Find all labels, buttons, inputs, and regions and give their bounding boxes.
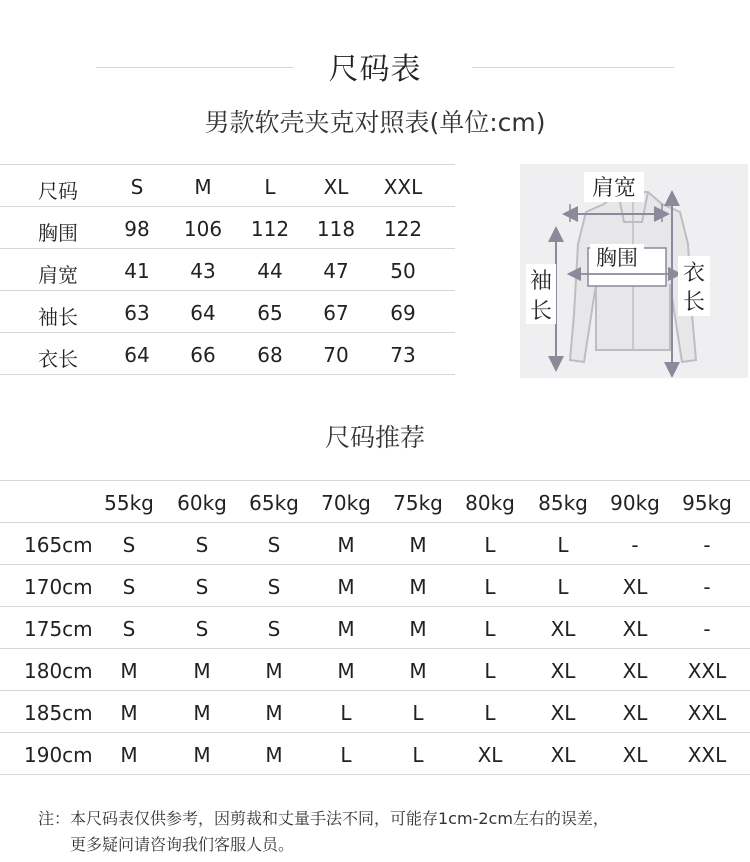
size-cell: 41	[124, 259, 150, 283]
recommend-size-cell: M	[265, 659, 283, 683]
size-cell: 112	[250, 217, 290, 241]
size-header-l: L	[264, 175, 276, 199]
recommend-size-cell: L	[412, 743, 424, 767]
size-row-label: 肩宽	[38, 263, 78, 287]
weight-header: 75kg	[393, 491, 443, 515]
size-cell: 67	[323, 301, 349, 325]
recommend-size-cell: L	[484, 701, 496, 725]
size-cell: 50	[390, 259, 416, 283]
height-label: 165cm	[24, 533, 93, 557]
recommend-size-cell: XL	[550, 743, 576, 767]
size-header-xl: XL	[323, 175, 349, 199]
size-table-rule-0	[0, 164, 455, 165]
recommend-size-cell: XL	[622, 617, 648, 641]
recommend-size-cell: XL	[550, 617, 576, 641]
recommend-size-cell: XL	[622, 575, 648, 599]
size-cell: 43	[190, 259, 216, 283]
recommend-size-cell: M	[409, 617, 427, 641]
recommend-size-cell: XL	[622, 701, 648, 725]
weight-header: 85kg	[538, 491, 588, 515]
recommend-size-cell: -	[703, 617, 711, 641]
size-cell: 70	[323, 343, 349, 367]
recommend-title: 尺码推荐	[324, 423, 425, 452]
size-table-rule-4	[0, 332, 455, 333]
recommend-size-cell: XL	[622, 743, 648, 767]
size-header-m: M	[194, 175, 212, 199]
recommend-size-cell: M	[120, 743, 138, 767]
size-cell: 106	[183, 217, 223, 241]
recommend-size-cell: M	[193, 659, 211, 683]
recommend-rule-3	[0, 606, 750, 607]
recommend-size-cell: L	[484, 533, 496, 557]
recommend-size-cell: M	[265, 743, 283, 767]
recommend-size-cell: -	[703, 533, 711, 557]
recommend-size-cell: -	[703, 575, 711, 599]
weight-header: 70kg	[321, 491, 371, 515]
recommend-rule-4	[0, 648, 750, 649]
recommend-rule-7	[0, 774, 750, 775]
recommend-rule-0	[0, 480, 750, 481]
recommend-size-cell: XL	[550, 659, 576, 683]
weight-header: 55kg	[104, 491, 154, 515]
size-table-rule-5	[0, 374, 455, 375]
recommend-size-cell: XXL	[687, 659, 727, 683]
size-table-header-label: 尺码	[38, 179, 78, 203]
size-header-xxl: XXL	[383, 175, 423, 199]
weight-header: 80kg	[465, 491, 515, 515]
page-title: 尺码表	[328, 52, 422, 87]
chest-label: 胸围	[596, 246, 638, 270]
size-cell: 122	[383, 217, 423, 241]
recommend-size-cell: L	[340, 743, 352, 767]
recommend-size-cell: L	[484, 659, 496, 683]
recommend-rule-6	[0, 732, 750, 733]
recommend-size-cell: S	[122, 575, 136, 599]
weight-header: 95kg	[682, 491, 732, 515]
size-cell: 65	[257, 301, 283, 325]
recommend-rule-1	[0, 522, 750, 523]
recommend-size-cell: XL	[477, 743, 503, 767]
size-cell: 73	[390, 343, 416, 367]
recommend-size-cell: L	[557, 533, 569, 557]
size-cell: 118	[316, 217, 356, 241]
height-label: 170cm	[24, 575, 93, 599]
weight-header: 65kg	[249, 491, 299, 515]
size-cell: 98	[124, 217, 150, 241]
recommend-size-cell: S	[122, 617, 136, 641]
recommend-size-cell: S	[195, 617, 209, 641]
recommend-size-cell: M	[193, 743, 211, 767]
recommend-size-cell: M	[120, 659, 138, 683]
recommend-rule-2	[0, 564, 750, 565]
length-label-1: 衣	[682, 261, 706, 286]
size-cell: 44	[257, 259, 283, 283]
sleeve-label-1: 袖	[529, 269, 553, 294]
recommend-size-cell: S	[267, 575, 281, 599]
size-row-label: 胸围	[38, 221, 78, 245]
recommend-size-cell: L	[484, 575, 496, 599]
recommend-size-cell: M	[409, 533, 427, 557]
recommend-size-cell: XL	[622, 659, 648, 683]
note-line-2: 更多疑问请咨询我们客服人员。	[70, 835, 295, 854]
recommend-size-cell: M	[409, 659, 427, 683]
length-label-2: 长	[682, 290, 706, 315]
weight-header: 90kg	[610, 491, 660, 515]
recommend-size-cell: M	[409, 575, 427, 599]
size-cell: 64	[190, 301, 216, 325]
weight-header: 60kg	[177, 491, 227, 515]
size-cell: 63	[124, 301, 150, 325]
size-row-label: 袖长	[38, 305, 78, 329]
recommend-size-cell: M	[337, 575, 355, 599]
recommend-size-cell: L	[340, 701, 352, 725]
recommend-size-cell: XL	[550, 701, 576, 725]
recommend-size-cell: L	[484, 617, 496, 641]
recommend-size-cell: S	[195, 533, 209, 557]
recommend-rule-5	[0, 690, 750, 691]
recommend-size-cell: S	[122, 533, 136, 557]
size-row-label: 衣长	[38, 347, 78, 371]
size-cell: 66	[190, 343, 216, 367]
recommend-size-cell: M	[120, 701, 138, 725]
size-cell: 68	[257, 343, 283, 367]
recommend-size-cell: -	[631, 533, 639, 557]
jacket-diagram	[520, 164, 748, 378]
shoulder-label: 肩宽	[591, 176, 637, 201]
recommend-size-cell: L	[557, 575, 569, 599]
height-label: 190cm	[24, 743, 93, 767]
size-table-rule-2	[0, 248, 455, 249]
size-table-rule-1	[0, 206, 455, 207]
recommend-size-cell: S	[267, 533, 281, 557]
recommend-size-cell: XXL	[687, 743, 727, 767]
size-table-subtitle: 男款软壳夹克对照表(单位:cm)	[204, 108, 546, 137]
recommend-size-cell: M	[337, 617, 355, 641]
size-header-s: S	[130, 175, 144, 199]
recommend-size-cell: M	[193, 701, 211, 725]
height-label: 175cm	[24, 617, 93, 641]
height-label: 185cm	[24, 701, 93, 725]
size-cell: 47	[323, 259, 349, 283]
height-label: 180cm	[24, 659, 93, 683]
recommend-size-cell: S	[195, 575, 209, 599]
size-cell: 69	[390, 301, 416, 325]
recommend-size-cell: S	[267, 617, 281, 641]
size-cell: 64	[124, 343, 150, 367]
recommend-size-cell: M	[337, 659, 355, 683]
note-line-1: 注：本尺码表仅供参考，因剪裁和丈量手法不同，可能存1cm-2cm左右的误差，	[38, 809, 609, 828]
title-divider-right	[472, 67, 674, 68]
size-table-rule-3	[0, 290, 455, 291]
sleeve-label-2: 长	[529, 299, 553, 324]
recommend-size-cell: M	[265, 701, 283, 725]
recommend-size-cell: XXL	[687, 701, 727, 725]
recommend-size-cell: L	[412, 701, 424, 725]
recommend-size-cell: M	[337, 533, 355, 557]
